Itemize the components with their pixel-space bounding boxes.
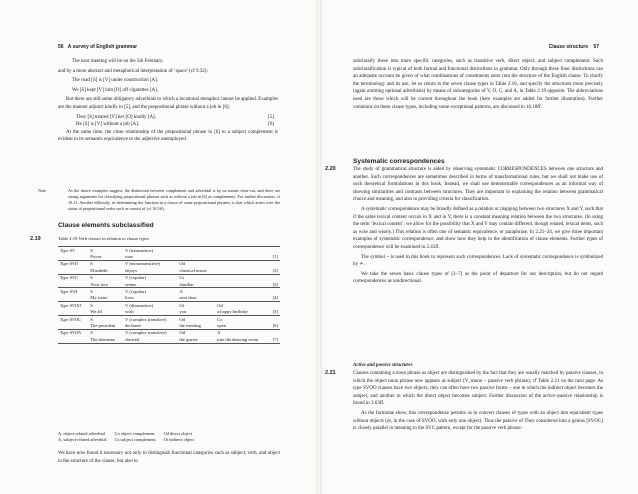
clause-type-cell: Type SVOA bbox=[58, 329, 88, 336]
example-cell: lives bbox=[125, 295, 134, 301]
right-page bbox=[319, 0, 638, 494]
paragraph: subclassify these into more specific categories, such as transitive verb, direct object, and subject complement. Such subclassification is typical of both formal and functional distinctions in grammar. Only through these finer distinctions can an adequate account be given of what combinations of constituents enter into the structure of the English clause. To clarify the terminology and its use, let us return to the seven clause types in Table 2.16, and specify the structures more precisely (again omitting optional adverbials) by means of subcategories of V, O, C, and A, in Table 2.19 opposite. The abbreviations used are those which will be current throughout the book (here examples are added for further illustration). Further variations on these clause types, including some exceptional patterns, are discussed in 16.18ff. bbox=[353, 59, 603, 110]
example-cell: rose bbox=[125, 253, 133, 259]
empty-cell bbox=[269, 274, 280, 281]
element-label-cell: Od bbox=[177, 316, 215, 323]
element-label-cell: Cs bbox=[177, 274, 215, 281]
right-body-middle bbox=[353, 166, 603, 288]
table-legend bbox=[58, 431, 194, 443]
table-row bbox=[58, 288, 280, 295]
example-line: The next meeting will be on the 5th February. bbox=[72, 59, 164, 64]
note-label: Note bbox=[38, 188, 47, 193]
right-running-header bbox=[549, 44, 602, 50]
clause-type-cell: Type SVC bbox=[58, 274, 88, 281]
example-number-cell: [3] bbox=[272, 281, 278, 287]
element-label-cell: S bbox=[88, 260, 123, 267]
empty-cell bbox=[269, 247, 280, 254]
subheading: Active and passive structures bbox=[353, 363, 413, 368]
element-label-cell: V (monotransitive) bbox=[123, 260, 177, 267]
section-number: 2.19 bbox=[30, 236, 41, 242]
table-row bbox=[58, 267, 280, 274]
example-cell: next door bbox=[179, 295, 197, 301]
example-cell: Your face bbox=[90, 281, 109, 287]
element-label-cell: S bbox=[88, 247, 123, 254]
element-label-cell: A bbox=[177, 288, 215, 295]
example-cell: wish bbox=[125, 309, 134, 315]
left-running-head: A survey of English grammar bbox=[67, 44, 138, 50]
example-cell: My sister bbox=[90, 295, 108, 301]
section-title: Clause elements subclassified bbox=[58, 222, 154, 229]
paragraph: But there are still some obligatory adverbials to which a locational metaphor cannot be applied. Examples are the manner adjunct kindly in [5], and the prepositional phrase without a job in [6]: bbox=[58, 97, 278, 110]
table-row bbox=[58, 274, 280, 281]
empty-cell bbox=[58, 267, 88, 274]
example-line: We [S] kept [V] him [O] off cigarettes [A]. bbox=[72, 87, 159, 93]
element-label-cell: S bbox=[88, 316, 123, 323]
table-row bbox=[58, 302, 280, 309]
clause-type-cell: Type SVOC bbox=[58, 316, 88, 323]
empty-cell bbox=[269, 316, 280, 323]
example-cell: classical music bbox=[179, 267, 207, 273]
element-label-cell: V (intransitive) bbox=[123, 247, 177, 254]
right-body-bottom bbox=[353, 370, 603, 435]
paragraph: As the formulae show, this correspondence permits us to convert clauses of types with an object into equivalent types without objects (or, in the case of SVOO, with only one object). Thus the passive of They considered him a genius [SVOC] is closely parallel in meaning to the SVC pattern, except for the passive verb phrase: bbox=[353, 410, 603, 432]
element-label-cell bbox=[215, 247, 269, 254]
right-running-head: Clause structure bbox=[548, 44, 589, 50]
element-label-cell: V (copular) bbox=[123, 288, 177, 295]
section-number: 2.21 bbox=[325, 370, 336, 376]
table-row bbox=[58, 281, 280, 288]
numbered-example bbox=[58, 114, 278, 122]
example-cell: showed bbox=[123, 336, 177, 343]
element-label-cell: S bbox=[88, 302, 123, 309]
table-row bbox=[58, 329, 280, 336]
section-title: Systematic correspondences bbox=[353, 158, 445, 165]
legend-item: A, subject-related adverbial bbox=[58, 437, 107, 442]
clause-type-cell: Type SVO bbox=[58, 260, 88, 267]
empty-cell bbox=[58, 295, 88, 302]
table-row bbox=[58, 336, 280, 343]
legend-item: A, object-related adverbial bbox=[58, 431, 105, 436]
section-number: 2.20 bbox=[325, 166, 336, 172]
empty-cell bbox=[269, 329, 280, 336]
table-row bbox=[58, 253, 280, 260]
example-cell: into the drawing room bbox=[215, 336, 269, 343]
paragraph: The study of grammatical structure is aided by observing systematic CORRESPONDENCES between one structure and another. Such correspondences are sometimes described in terms of transformational rules, but we shall not make use of such theoretical formulations in this book. Instead, we shall use demonstrable correspondences as an informal way of showing similarities and contrasts between structures. They are important in explaining the relation between grammatical choice and meaning, and also in providing criteria for classification. bbox=[353, 167, 603, 203]
paragraph: We have now found it necessary not only to distinguish functional categories such as subject, verb, and object in the structure of the clause, but also to bbox=[58, 451, 280, 464]
example-cell: The doorman bbox=[88, 336, 123, 343]
example-cell: the meeting bbox=[179, 322, 201, 328]
example-line: The road [S] is [V] under construction [A]. bbox=[72, 78, 159, 84]
legend-item: Cs subject complement bbox=[114, 437, 156, 442]
empty-cell bbox=[269, 260, 280, 267]
example-cell bbox=[215, 253, 269, 260]
example-cell: you bbox=[179, 309, 187, 315]
numbered-example bbox=[58, 121, 278, 129]
example-cell: The president bbox=[90, 322, 116, 328]
example-cell bbox=[215, 281, 269, 288]
example-number: [6] bbox=[268, 122, 274, 128]
empty-cell bbox=[58, 309, 88, 316]
example-number-cell: [4] bbox=[272, 295, 278, 301]
element-label-cell: Od bbox=[177, 260, 215, 267]
example-number-cell: [6] bbox=[272, 322, 278, 328]
element-label-cell: A bbox=[215, 329, 269, 336]
table-row bbox=[58, 322, 280, 329]
example-number-cell: [5] bbox=[272, 309, 278, 315]
empty-cell bbox=[269, 288, 280, 295]
example-cell bbox=[215, 295, 269, 302]
example-text: They [S] treated [V] her [O] kindly [A]. bbox=[76, 114, 156, 120]
element-label-cell: V (copular) bbox=[123, 274, 177, 281]
example-cell: Elizabeth bbox=[90, 267, 108, 273]
element-label-cell: V (complex transitive) bbox=[123, 316, 177, 323]
right-page-number: 57 bbox=[593, 44, 599, 50]
example-cell: familiar bbox=[179, 281, 194, 287]
element-label-cell bbox=[215, 274, 269, 281]
table-row bbox=[58, 316, 280, 323]
empty-cell bbox=[58, 336, 88, 343]
clause-type-cell: Type SVA bbox=[58, 288, 88, 295]
empty-cell bbox=[269, 302, 280, 309]
element-label-cell: S bbox=[88, 329, 123, 336]
paragraph: The symbol ~ is used in this book to represent such correspondences. Lack of systematic correspondence is symbolized by ≁. bbox=[353, 254, 603, 268]
paragraph: and by a more abstract and metaphorical interpretation of ‘space’ (cf 9.32): bbox=[58, 68, 208, 74]
element-label-cell bbox=[215, 260, 269, 267]
element-label-cell: Co bbox=[215, 316, 269, 323]
table-row bbox=[58, 295, 280, 302]
left-body-top bbox=[58, 58, 278, 146]
empty-cell bbox=[58, 322, 88, 329]
element-label-cell: S bbox=[88, 274, 123, 281]
element-label-cell: Od bbox=[215, 302, 269, 309]
example-cell: seems bbox=[125, 281, 137, 287]
example-cell: We all bbox=[90, 309, 102, 315]
example-cell: declared bbox=[125, 322, 141, 328]
example-cell bbox=[215, 267, 269, 274]
paragraph: At the same time, the close relationship of the prepositional phrase in [6] to a subject complement is evident in its semantic equivalence to the adjective unemployed. bbox=[58, 129, 278, 143]
paragraph: A systematic correspondence may be broadly defined as a relation or mapping between two structures X and Y, such that if the same lexical content occurs in X and in Y, there is a constant meaning relation between the two structures. (In using the term ‘lexical content’, we allow for the possibility that X and Y may contain different, though related, lexical items, such as wise and wisely.) This relation is often one of semantic equivalence, or paraphrase. In 2.21–24, we give three important examples of systematic correspondence, and show how they help in the identification of clause elements. Further types of correspondence will be examined in 2.45ff. bbox=[353, 206, 603, 250]
note-text: As the above examples suggest, the distinction between complement and adverbial is by no means clear-cut, and there are strong arguments for classifying prepositional phrases such as without a job in [6] as complements. For further discussion, cf 10.11. Another difficulty, in determining the function in a clause of some prepositional phrases, is that which arises over the status of prepositional verbs such as consist of (cf 16.5ff). bbox=[68, 188, 280, 211]
left-page-number: 56 bbox=[58, 44, 64, 50]
example-cell: Prices bbox=[90, 253, 102, 259]
element-label-cell: V (complex transitive) bbox=[123, 329, 177, 336]
example-cell: a happy birthday bbox=[217, 309, 248, 315]
table-row bbox=[58, 260, 280, 267]
example-number-cell: [1] bbox=[272, 253, 278, 259]
example-cell bbox=[177, 253, 215, 260]
example-number: [5] bbox=[268, 114, 274, 120]
paragraph: Clauses containing a noun phrase as object are distinguished by the fact that they are usually matched by passive clauses, in which the object noun phrase now appears as subject (V_mono ~ passive verb phrase); cf Table 2.21 on the next page. As type SVOO clauses have two objects, they can often have two passive forms – one in which the indirect object becomes the subject, and another in which the direct object becomes subject. Further discussion of the active–passive relationship is found in 3.63ff. bbox=[353, 371, 603, 407]
example-cell: enjoys bbox=[125, 267, 137, 273]
table-row bbox=[58, 247, 280, 254]
legend-item: Co object complement bbox=[114, 431, 155, 436]
left-running-header bbox=[58, 44, 137, 50]
legend-item: Od direct object bbox=[163, 431, 192, 436]
table-caption: Table 2.19 Verb classes in relation to clause types bbox=[58, 236, 150, 241]
example-text: He [S] is [V] without a job [A]. bbox=[76, 122, 140, 128]
verb-class-table bbox=[58, 246, 280, 344]
left-body-bottom bbox=[58, 450, 280, 467]
example-cell: the guests bbox=[177, 336, 215, 343]
paragraph: We take the seven basic clause types of [1–7] as the point of departure for our description, but do not regard correspondences as unidirectional. bbox=[353, 271, 603, 285]
example-number-cell: [2] bbox=[272, 267, 278, 273]
example-cell: open bbox=[217, 322, 227, 328]
clause-type-cell: Type SV bbox=[58, 247, 88, 254]
right-body-top bbox=[353, 58, 603, 113]
table-row bbox=[58, 309, 280, 316]
element-label-cell: Oi bbox=[177, 302, 215, 309]
clause-type-cell: Type SVOO bbox=[58, 302, 88, 309]
legend-item: Oi indirect object bbox=[163, 437, 195, 442]
empty-cell bbox=[58, 253, 88, 260]
example-number-cell: [7] bbox=[269, 336, 280, 343]
element-label-cell: S bbox=[88, 288, 123, 295]
element-label-cell bbox=[177, 247, 215, 254]
empty-cell bbox=[58, 281, 88, 288]
element-label-cell bbox=[215, 288, 269, 295]
element-label-cell: Od bbox=[177, 329, 215, 336]
element-label-cell: V (ditransitive) bbox=[123, 302, 177, 309]
